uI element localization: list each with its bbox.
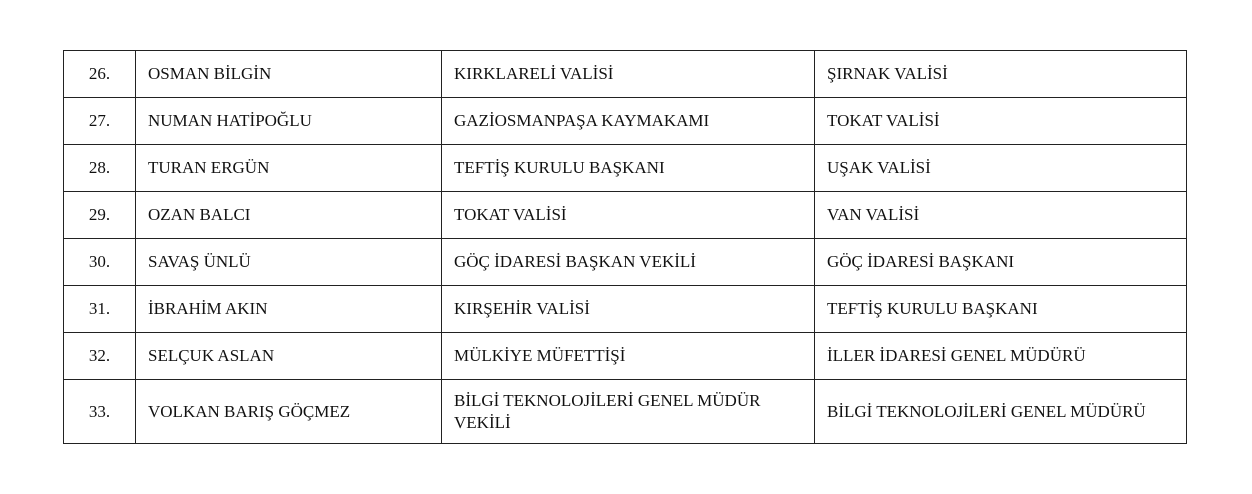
table-row [64, 286, 1187, 333]
new-position: GÖÇ İDARESİ BAŞKANI [815, 239, 1187, 286]
row-number: 30. [64, 239, 136, 286]
person-name: OSMAN BİLGİN [136, 51, 442, 98]
table-row [64, 51, 1187, 98]
table-row [64, 380, 1187, 444]
person-name: OZAN BALCI [136, 192, 442, 239]
previous-position: GAZİOSMANPAŞA KAYMAKAMI [442, 98, 815, 145]
previous-position: TOKAT VALİSİ [442, 192, 815, 239]
row-number: 29. [64, 192, 136, 239]
person-name: NUMAN HATİPOĞLU [136, 98, 442, 145]
table-row [64, 192, 1187, 239]
row-number: 26. [64, 51, 136, 98]
new-position: TEFTİŞ KURULU BAŞKANI [815, 286, 1187, 333]
row-number: 31. [64, 286, 136, 333]
row-number: 33. [64, 380, 136, 444]
new-position: BİLGİ TEKNOLOJİLERİ GENEL MÜDÜRÜ [815, 380, 1187, 444]
row-number: 27. [64, 98, 136, 145]
table-row [64, 239, 1187, 286]
table-row [64, 145, 1187, 192]
row-number: 32. [64, 333, 136, 380]
previous-position: GÖÇ İDARESİ BAŞKAN VEKİLİ [442, 239, 815, 286]
new-position: UŞAK VALİSİ [815, 145, 1187, 192]
previous-position: TEFTİŞ KURULU BAŞKANI [442, 145, 815, 192]
person-name: SELÇUK ASLAN [136, 333, 442, 380]
new-position: TOKAT VALİSİ [815, 98, 1187, 145]
person-name: TURAN ERGÜN [136, 145, 442, 192]
table-row [64, 98, 1187, 145]
previous-position: MÜLKİYE MÜFETTİŞİ [442, 333, 815, 380]
person-name: SAVAŞ ÜNLÜ [136, 239, 442, 286]
new-position: ŞIRNAK VALİSİ [815, 51, 1187, 98]
new-position: İLLER İDARESİ GENEL MÜDÜRÜ [815, 333, 1187, 380]
table-row [64, 333, 1187, 380]
person-name: İBRAHİM AKIN [136, 286, 442, 333]
appointment-table [63, 50, 1187, 444]
person-name: VOLKAN BARIŞ GÖÇMEZ [136, 380, 442, 444]
previous-position: KIRŞEHİR VALİSİ [442, 286, 815, 333]
previous-position: BİLGİ TEKNOLOJİLERİ GENEL MÜDÜR VEKİLİ [442, 380, 815, 444]
row-number: 28. [64, 145, 136, 192]
new-position: VAN VALİSİ [815, 192, 1187, 239]
previous-position: KIRKLARELİ VALİSİ [442, 51, 815, 98]
